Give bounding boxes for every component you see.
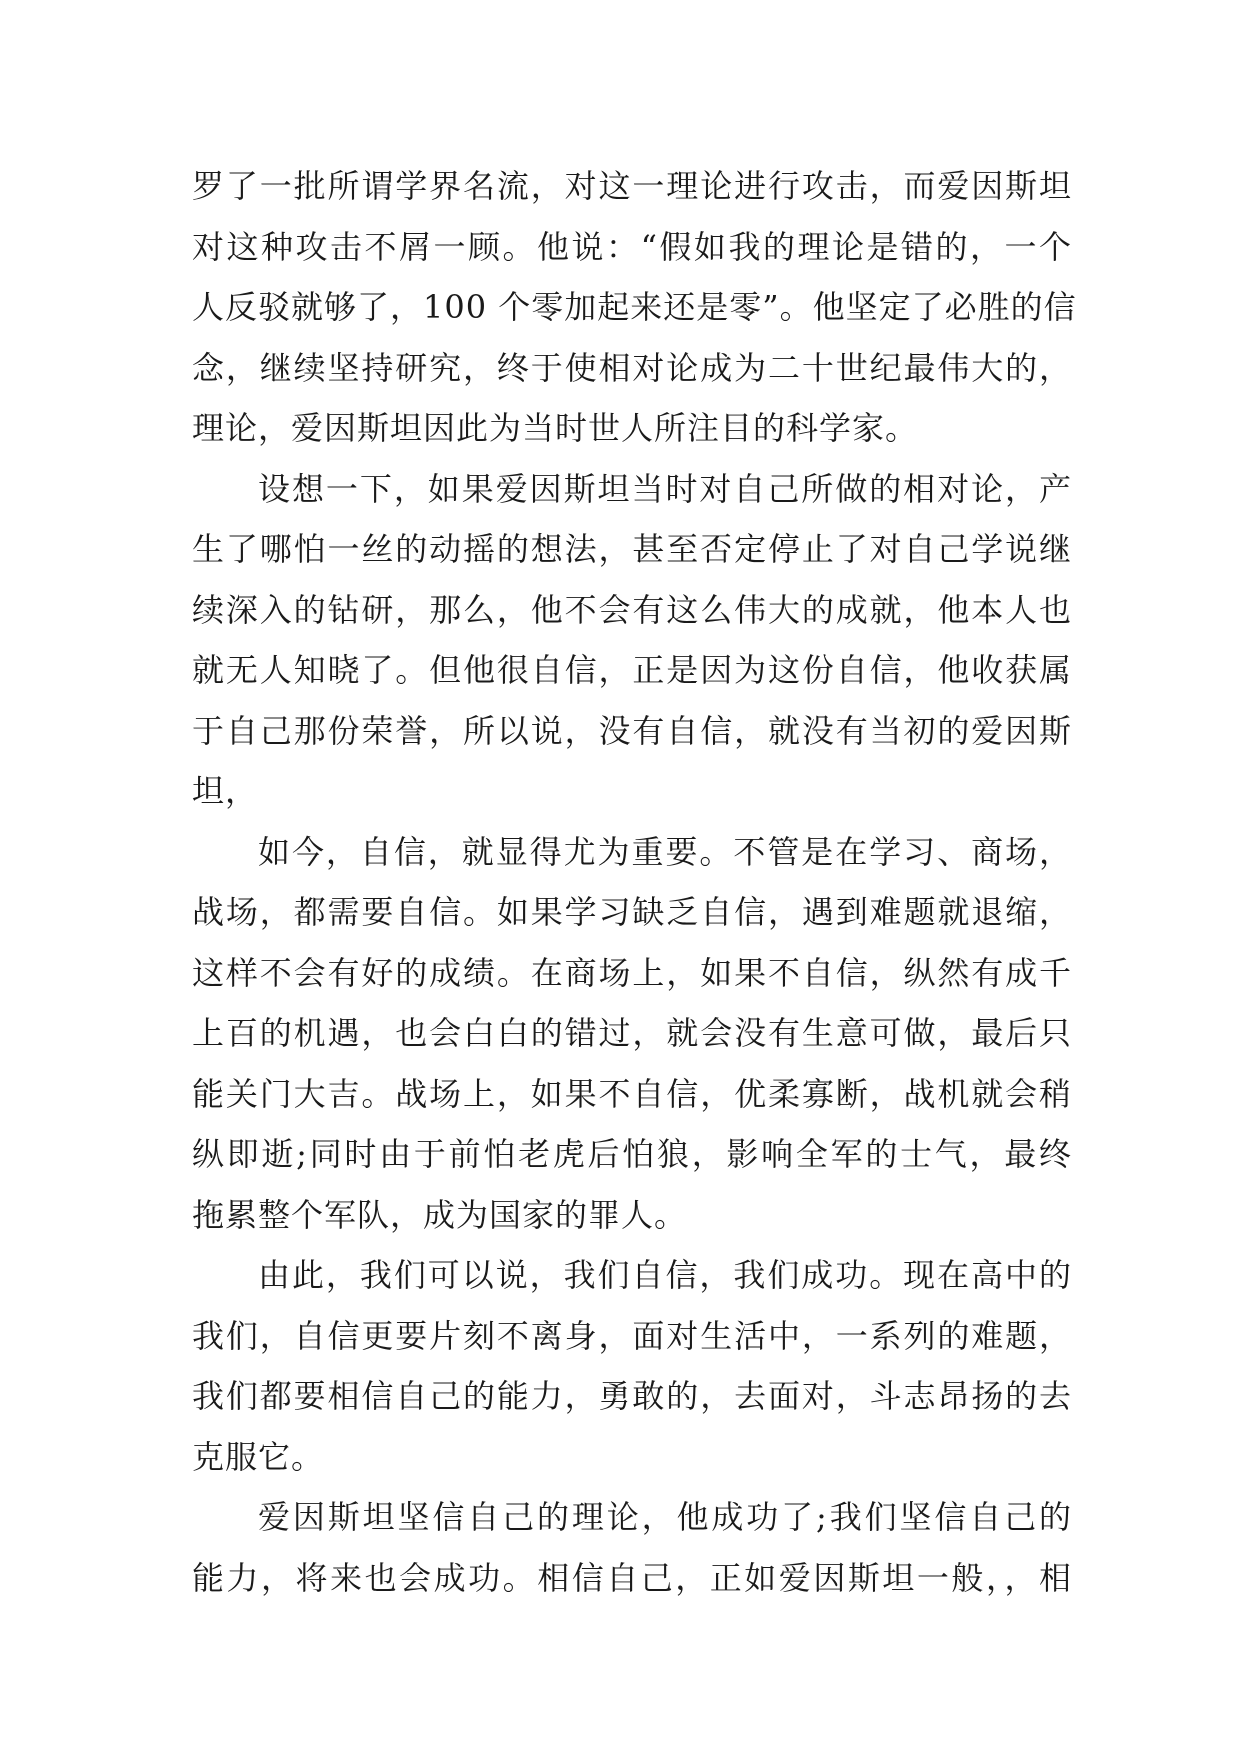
text-line: 上百的机遇，也会白白的错过，就会没有生意可做，最后只: [192, 1014, 1072, 1052]
text-line: 我们，自信更要片刻不离身，面对生活中，一系列的难题，: [192, 1316, 1072, 1355]
text-line: 爱因斯坦坚信自己的理论，他成功了;我们坚信自己的: [258, 1498, 1072, 1536]
text-line: 由此，我们可以说，我们自信，我们成功。现在高中的: [258, 1256, 1072, 1294]
text-line: 生了哪怕一丝的动摇的想法，甚至否定停止了对自己学说继: [192, 530, 1072, 568]
text-line: 这样不会有好的成绩。在商场上，如果不自信，纵然有成千: [192, 953, 1072, 992]
text-line: 克服它。: [192, 1437, 325, 1476]
text-line: 续深入的钻研，那么，他不会有这么伟大的成就，他本人也: [192, 590, 1072, 629]
text-line: 对这种攻击不屑一顾。他说：“假如我的理论是错的，一个: [192, 227, 1072, 266]
text-line: 于自己那份荣誉，所以说，没有自信，就没有当初的爱因斯: [192, 711, 1072, 750]
text-line: 能力，将来也会成功。相信自己，正如爱因斯坦一般，，相: [192, 1558, 1072, 1597]
text-line: 能关门大吉。战场上，如果不自信，优柔寡断，战机就会稍: [192, 1074, 1072, 1113]
text-line: 拖累整个军队，成为国家的罪人。: [192, 1195, 688, 1234]
text-line: 罗了一批所谓学界名流，对这一理论进行攻击，而爱因斯坦: [192, 167, 1072, 205]
text-line: 战场，都需要自信。如果学习缺乏自信，遇到难题就退缩，: [192, 893, 1072, 931]
text-line: 就无人知晓了。但他很自信，正是因为这份自信，他收获属: [192, 651, 1072, 689]
text-line: 如今，自信，就显得尤为重要。不管是在学习、商场，: [258, 832, 1072, 871]
text-line: 坦，: [192, 772, 259, 810]
text-line: 我们都要相信自己的能力，勇敢的，去面对，斗志昂扬的去: [192, 1377, 1072, 1415]
text-line: 纵即逝;同时由于前怕老虎后怕狼，影响全军的士气，最终: [192, 1135, 1072, 1173]
text-line: 理论，爱因斯坦因此为当时世人所注目的科学家。: [192, 409, 919, 447]
text-line: 人反驳就够了，100 个零加起来还是零”。他坚定了必胜的信: [192, 288, 1077, 326]
text-line: 念，继续坚持研究，终于使相对论成为二十世纪最伟大的，: [192, 348, 1072, 387]
body-text: [192, 156, 1077, 1608]
text-line: 设想一下，如果爱因斯坦当时对自己所做的相对论，产: [258, 469, 1072, 508]
